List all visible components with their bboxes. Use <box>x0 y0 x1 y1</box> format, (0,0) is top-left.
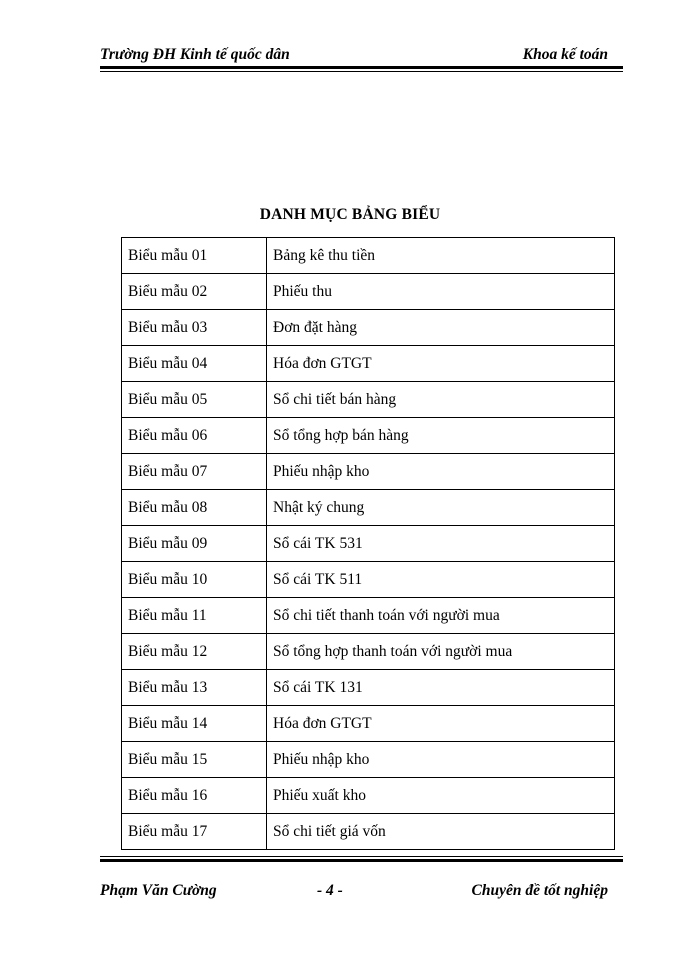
table-row <box>122 706 615 742</box>
row-code: Biểu mẫu 09 <box>122 526 267 562</box>
row-name: Sổ tổng hợp thanh toán với người mua <box>267 634 615 670</box>
page-number: - 4 - <box>317 882 343 899</box>
row-code: Biểu mẫu 01 <box>122 238 267 274</box>
table-row <box>122 670 615 706</box>
table-row <box>122 562 615 598</box>
row-code: Biểu mẫu 15 <box>122 742 267 778</box>
row-name: Sổ tổng hợp bán hàng <box>267 418 615 454</box>
table-list <box>121 237 615 850</box>
table-row <box>122 454 615 490</box>
table-row <box>122 742 615 778</box>
row-code: Biểu mẫu 04 <box>122 346 267 382</box>
table-body <box>122 238 615 850</box>
table-row <box>122 382 615 418</box>
row-name: Hóa đơn GTGT <box>267 706 615 742</box>
footer-rule-thick <box>100 859 623 862</box>
row-code: Biểu mẫu 07 <box>122 454 267 490</box>
header-rule-thin <box>100 71 623 72</box>
footer-subject: Chuyên đề tốt nghiệp <box>471 882 608 899</box>
row-code: Biểu mẫu 16 <box>122 778 267 814</box>
row-name: Phiếu xuất kho <box>267 778 615 814</box>
table-row <box>122 634 615 670</box>
row-name: Sổ cái TK 511 <box>267 562 615 598</box>
row-code: Biểu mẫu 02 <box>122 274 267 310</box>
table-row <box>122 418 615 454</box>
row-name: Phiếu nhập kho <box>267 742 615 778</box>
row-code: Biểu mẫu 08 <box>122 490 267 526</box>
row-code: Biểu mẫu 12 <box>122 634 267 670</box>
row-code: Biểu mẫu 11 <box>122 598 267 634</box>
row-code: Biểu mẫu 13 <box>122 670 267 706</box>
table-row <box>122 310 615 346</box>
table-row <box>122 490 615 526</box>
header-rule-thick <box>100 66 623 69</box>
row-code: Biểu mẫu 10 <box>122 562 267 598</box>
row-name: Bảng kê thu tiền <box>267 238 615 274</box>
row-code: Biểu mẫu 14 <box>122 706 267 742</box>
table-row <box>122 274 615 310</box>
row-name: Hóa đơn GTGT <box>267 346 615 382</box>
table-row <box>122 814 615 850</box>
row-name: Phiếu thu <box>267 274 615 310</box>
row-name: Phiếu nhập kho <box>267 454 615 490</box>
page-title: DANH MỤC BẢNG BIỂU <box>259 206 441 223</box>
row-code: Biểu mẫu 06 <box>122 418 267 454</box>
row-code: Biểu mẫu 03 <box>122 310 267 346</box>
footer-rule-thin <box>100 856 623 857</box>
page-footer <box>100 882 608 902</box>
row-code: Biểu mẫu 17 <box>122 814 267 850</box>
header-university: Trường ĐH Kinh tế quốc dân <box>100 46 290 63</box>
header-faculty: Khoa kế toán <box>522 46 608 63</box>
row-name: Sổ chi tiết thanh toán với người mua <box>267 598 615 634</box>
table-row <box>122 238 615 274</box>
row-name: Nhật ký chung <box>267 490 615 526</box>
row-code: Biểu mẫu 05 <box>122 382 267 418</box>
row-name: Sổ cái TK 531 <box>267 526 615 562</box>
table-row <box>122 346 615 382</box>
row-name: Sổ cái TK 131 <box>267 670 615 706</box>
table-row <box>122 598 615 634</box>
row-name: Sổ chi tiết giá vốn <box>267 814 615 850</box>
page-header <box>100 46 608 66</box>
table-row <box>122 526 615 562</box>
row-name: Sổ chi tiết bán hàng <box>267 382 615 418</box>
row-name: Đơn đặt hàng <box>267 310 615 346</box>
footer-author: Phạm Văn Cường <box>100 882 217 899</box>
table-row <box>122 778 615 814</box>
